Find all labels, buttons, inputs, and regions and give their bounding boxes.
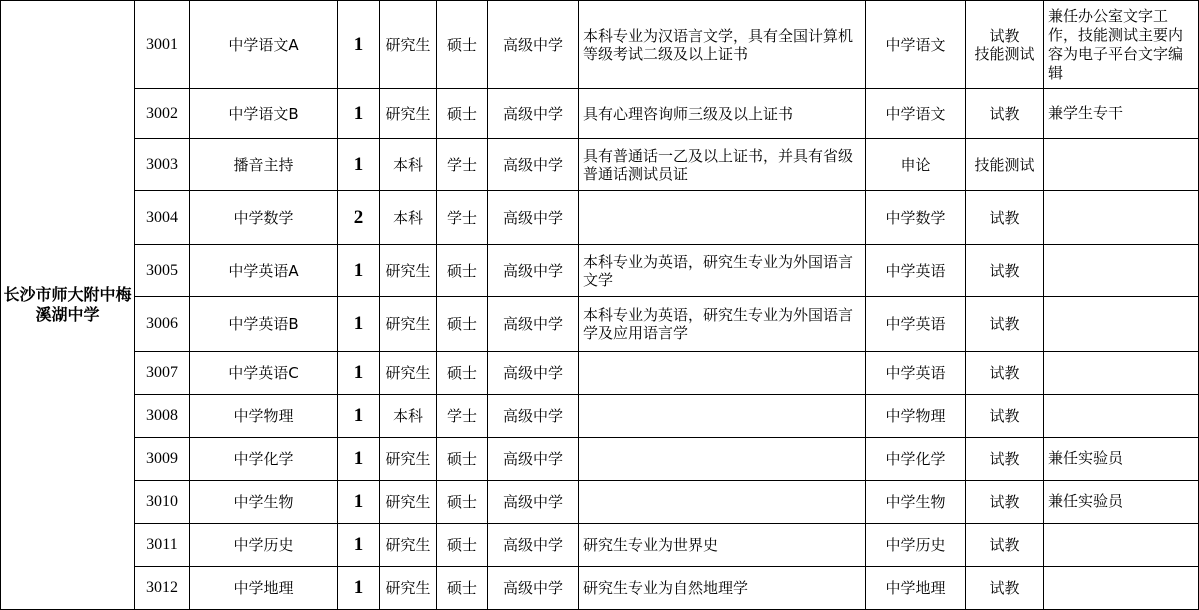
remark-cell: 兼任实验员 [1044,480,1199,523]
written-exam-cell: 中学历史 [866,523,966,566]
count-cell: 1 [338,394,380,437]
table-row [1,437,1199,480]
position-cell: 播音主持 [190,139,338,191]
school-name-cell: 长沙市师大附中梅溪湖中学 [1,1,135,610]
requirement-cell: 本科专业为英语，研究生专业为外国语言文学 [579,245,866,297]
remark-cell [1044,297,1199,351]
interview-cell: 试教 [966,566,1044,609]
requirement-cell [579,480,866,523]
code-cell: 3011 [135,523,190,566]
remark-cell [1044,139,1199,191]
certificate-cell: 高级中学 [488,1,579,89]
certificate-cell: 高级中学 [488,351,579,394]
count-cell: 1 [338,89,380,139]
interview-cell: 技能测试 [966,139,1044,191]
code-cell: 3001 [135,1,190,89]
code-cell: 3003 [135,139,190,191]
remark-cell [1044,351,1199,394]
degree-cell: 学士 [437,191,488,245]
degree-cell: 硕士 [437,1,488,89]
interview-cell: 试教 [966,351,1044,394]
table-row [1,1,1199,89]
certificate-cell: 高级中学 [488,566,579,609]
degree-cell: 硕士 [437,566,488,609]
count-cell: 1 [338,566,380,609]
code-cell: 3010 [135,480,190,523]
position-cell: 中学语文B [190,89,338,139]
education-cell: 本科 [380,191,437,245]
written-exam-cell: 中学英语 [866,351,966,394]
position-cell: 中学化学 [190,437,338,480]
education-cell: 研究生 [380,480,437,523]
code-cell: 3007 [135,351,190,394]
remark-cell [1044,191,1199,245]
degree-cell: 学士 [437,139,488,191]
degree-cell: 硕士 [437,523,488,566]
requirement-cell: 本科专业为英语，研究生专业为外国语言学及应用语言学 [579,297,866,351]
education-cell: 研究生 [380,89,437,139]
table-row [1,351,1199,394]
certificate-cell: 高级中学 [488,394,579,437]
interview-cell: 试教 [966,523,1044,566]
education-cell: 研究生 [380,297,437,351]
count-cell: 1 [338,245,380,297]
remark-cell: 兼任实验员 [1044,437,1199,480]
remark-cell [1044,394,1199,437]
degree-cell: 硕士 [437,297,488,351]
requirement-cell: 具有心理咨询师三级及以上证书 [579,89,866,139]
certificate-cell: 高级中学 [488,437,579,480]
written-exam-cell: 中学化学 [866,437,966,480]
interview-cell: 试教 [966,394,1044,437]
requirement-cell [579,191,866,245]
interview-cell: 试教 [966,297,1044,351]
certificate-cell: 高级中学 [488,89,579,139]
requirement-cell: 研究生专业为自然地理学 [579,566,866,609]
degree-cell: 硕士 [437,351,488,394]
written-exam-cell: 中学数学 [866,191,966,245]
requirement-cell: 本科专业为汉语言文学，具有全国计算机等级考试二级及以上证书 [579,1,866,89]
count-cell: 1 [338,297,380,351]
interview-cell: 试教 [966,89,1044,139]
interview-cell: 试教 技能测试 [966,1,1044,89]
code-cell: 3005 [135,245,190,297]
written-exam-cell: 中学语文 [866,1,966,89]
education-cell: 研究生 [380,523,437,566]
count-cell: 1 [338,351,380,394]
interview-cell: 试教 [966,191,1044,245]
table-row [1,480,1199,523]
certificate-cell: 高级中学 [488,480,579,523]
code-cell: 3006 [135,297,190,351]
degree-cell: 学士 [437,394,488,437]
certificate-cell: 高级中学 [488,245,579,297]
table-row [1,89,1199,139]
code-cell: 3002 [135,89,190,139]
position-cell: 中学生物 [190,480,338,523]
written-exam-cell: 申论 [866,139,966,191]
certificate-cell: 高级中学 [488,191,579,245]
degree-cell: 硕士 [437,480,488,523]
position-cell: 中学语文A [190,1,338,89]
education-cell: 研究生 [380,1,437,89]
education-cell: 研究生 [380,245,437,297]
position-cell: 中学英语A [190,245,338,297]
written-exam-cell: 中学语文 [866,89,966,139]
count-cell: 1 [338,523,380,566]
position-cell: 中学英语C [190,351,338,394]
code-cell: 3004 [135,191,190,245]
certificate-cell: 高级中学 [488,297,579,351]
written-exam-cell: 中学地理 [866,566,966,609]
code-cell: 3008 [135,394,190,437]
requirement-cell [579,351,866,394]
position-cell: 中学物理 [190,394,338,437]
requirement-cell: 具有普通话一乙及以上证书，并具有省级普通话测试员证 [579,139,866,191]
education-cell: 研究生 [380,437,437,480]
degree-cell: 硕士 [437,437,488,480]
table-row [1,566,1199,609]
position-cell: 中学历史 [190,523,338,566]
interview-cell: 试教 [966,480,1044,523]
written-exam-cell: 中学物理 [866,394,966,437]
remark-cell [1044,566,1199,609]
count-cell: 1 [338,480,380,523]
remark-cell [1044,245,1199,297]
code-cell: 3012 [135,566,190,609]
count-cell: 1 [338,139,380,191]
requirement-cell [579,394,866,437]
count-cell: 1 [338,437,380,480]
table-row [1,245,1199,297]
interview-cell: 试教 [966,437,1044,480]
requirement-cell: 研究生专业为世界史 [579,523,866,566]
certificate-cell: 高级中学 [488,523,579,566]
written-exam-cell: 中学英语 [866,297,966,351]
table-row [1,523,1199,566]
education-cell: 研究生 [380,351,437,394]
written-exam-cell: 中学英语 [866,245,966,297]
remark-cell [1044,523,1199,566]
degree-cell: 硕士 [437,89,488,139]
remark-cell: 兼学生专干 [1044,89,1199,139]
count-cell: 2 [338,191,380,245]
position-cell: 中学数学 [190,191,338,245]
interview-cell: 试教 [966,245,1044,297]
table-row [1,394,1199,437]
written-exam-cell: 中学生物 [866,480,966,523]
table-row [1,191,1199,245]
code-cell: 3009 [135,437,190,480]
education-cell: 本科 [380,139,437,191]
education-cell: 研究生 [380,566,437,609]
remark-cell: 兼任办公室文字工作，技能测试主要内容为电子平台文字编辑 [1044,1,1199,89]
count-cell: 1 [338,1,380,89]
table-body [1,1,1199,610]
table-row [1,297,1199,351]
position-cell: 中学英语B [190,297,338,351]
requirement-cell [579,437,866,480]
position-cell: 中学地理 [190,566,338,609]
certificate-cell: 高级中学 [488,139,579,191]
table-row [1,139,1199,191]
education-cell: 本科 [380,394,437,437]
degree-cell: 硕士 [437,245,488,297]
